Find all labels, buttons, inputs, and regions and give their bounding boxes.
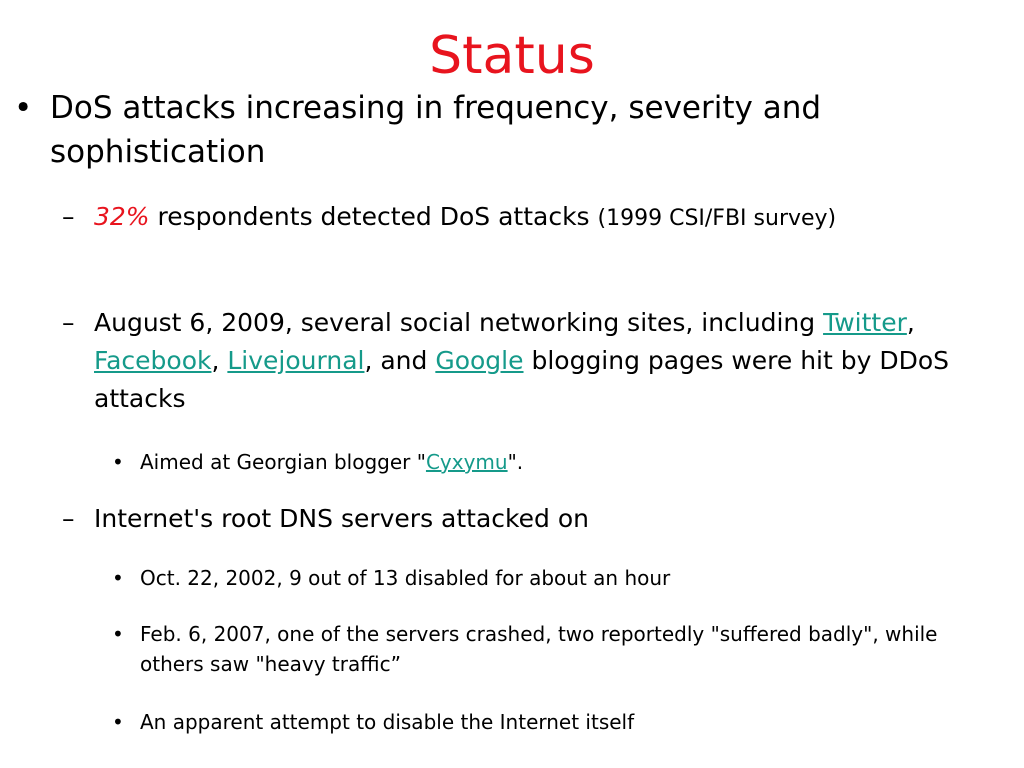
slide-title: Status: [429, 26, 595, 86]
august-text-after: blogging pages were hit by DDoS attacks: [94, 346, 950, 413]
august-text-before: August 6, 2009, several social networking sites, including: [94, 308, 824, 337]
dash-marker: –: [62, 308, 75, 337]
sub-bullet-text: Internet's root DNS servers attacked on: [94, 504, 589, 533]
blogger-text-before: Aimed at Georgian blogger ": [140, 450, 426, 474]
sub-bullet-text: [94, 198, 1014, 238]
bullet-marker: •: [112, 622, 124, 646]
point-text: Oct. 22, 2002, 9 out of 13 disabled for about an hour: [140, 566, 671, 590]
survey-source: (1999 CSI/FBI survey): [597, 206, 837, 231]
point-text: An apparent attempt to disable the Internet itself: [140, 710, 635, 734]
bullet-text: DoS attacks increasing in frequency, severity and sophistication: [50, 90, 822, 170]
link-google[interactable]: Google: [435, 346, 524, 375]
link-facebook[interactable]: Facebook: [94, 346, 212, 375]
link-twitter[interactable]: Twitter: [823, 308, 907, 337]
point-text: [140, 447, 1000, 477]
bullet-marker: •: [112, 710, 124, 734]
dash-marker: –: [62, 504, 75, 533]
separator: , and: [364, 346, 436, 375]
separator: ,: [906, 308, 915, 337]
link-livejournal[interactable]: Livejournal: [227, 346, 365, 375]
bullet-marker: •: [112, 450, 124, 474]
survey-text: respondents detected DoS attacks: [149, 202, 598, 231]
point-text: Feb. 6, 2007, one of the servers crashed, two reportedly "suffered badly", while others saw "heavy traffic”: [140, 622, 938, 676]
separator: ,: [211, 346, 228, 375]
percent-highlight: 32%: [94, 202, 150, 231]
dash-marker: –: [62, 202, 75, 231]
blogger-text-after: ".: [507, 450, 524, 474]
link-cyxymu[interactable]: Cyxymu: [425, 450, 508, 474]
bullet-marker: •: [112, 566, 124, 590]
bullet-marker: •: [14, 90, 33, 126]
sub-bullet-text: [94, 304, 1014, 418]
